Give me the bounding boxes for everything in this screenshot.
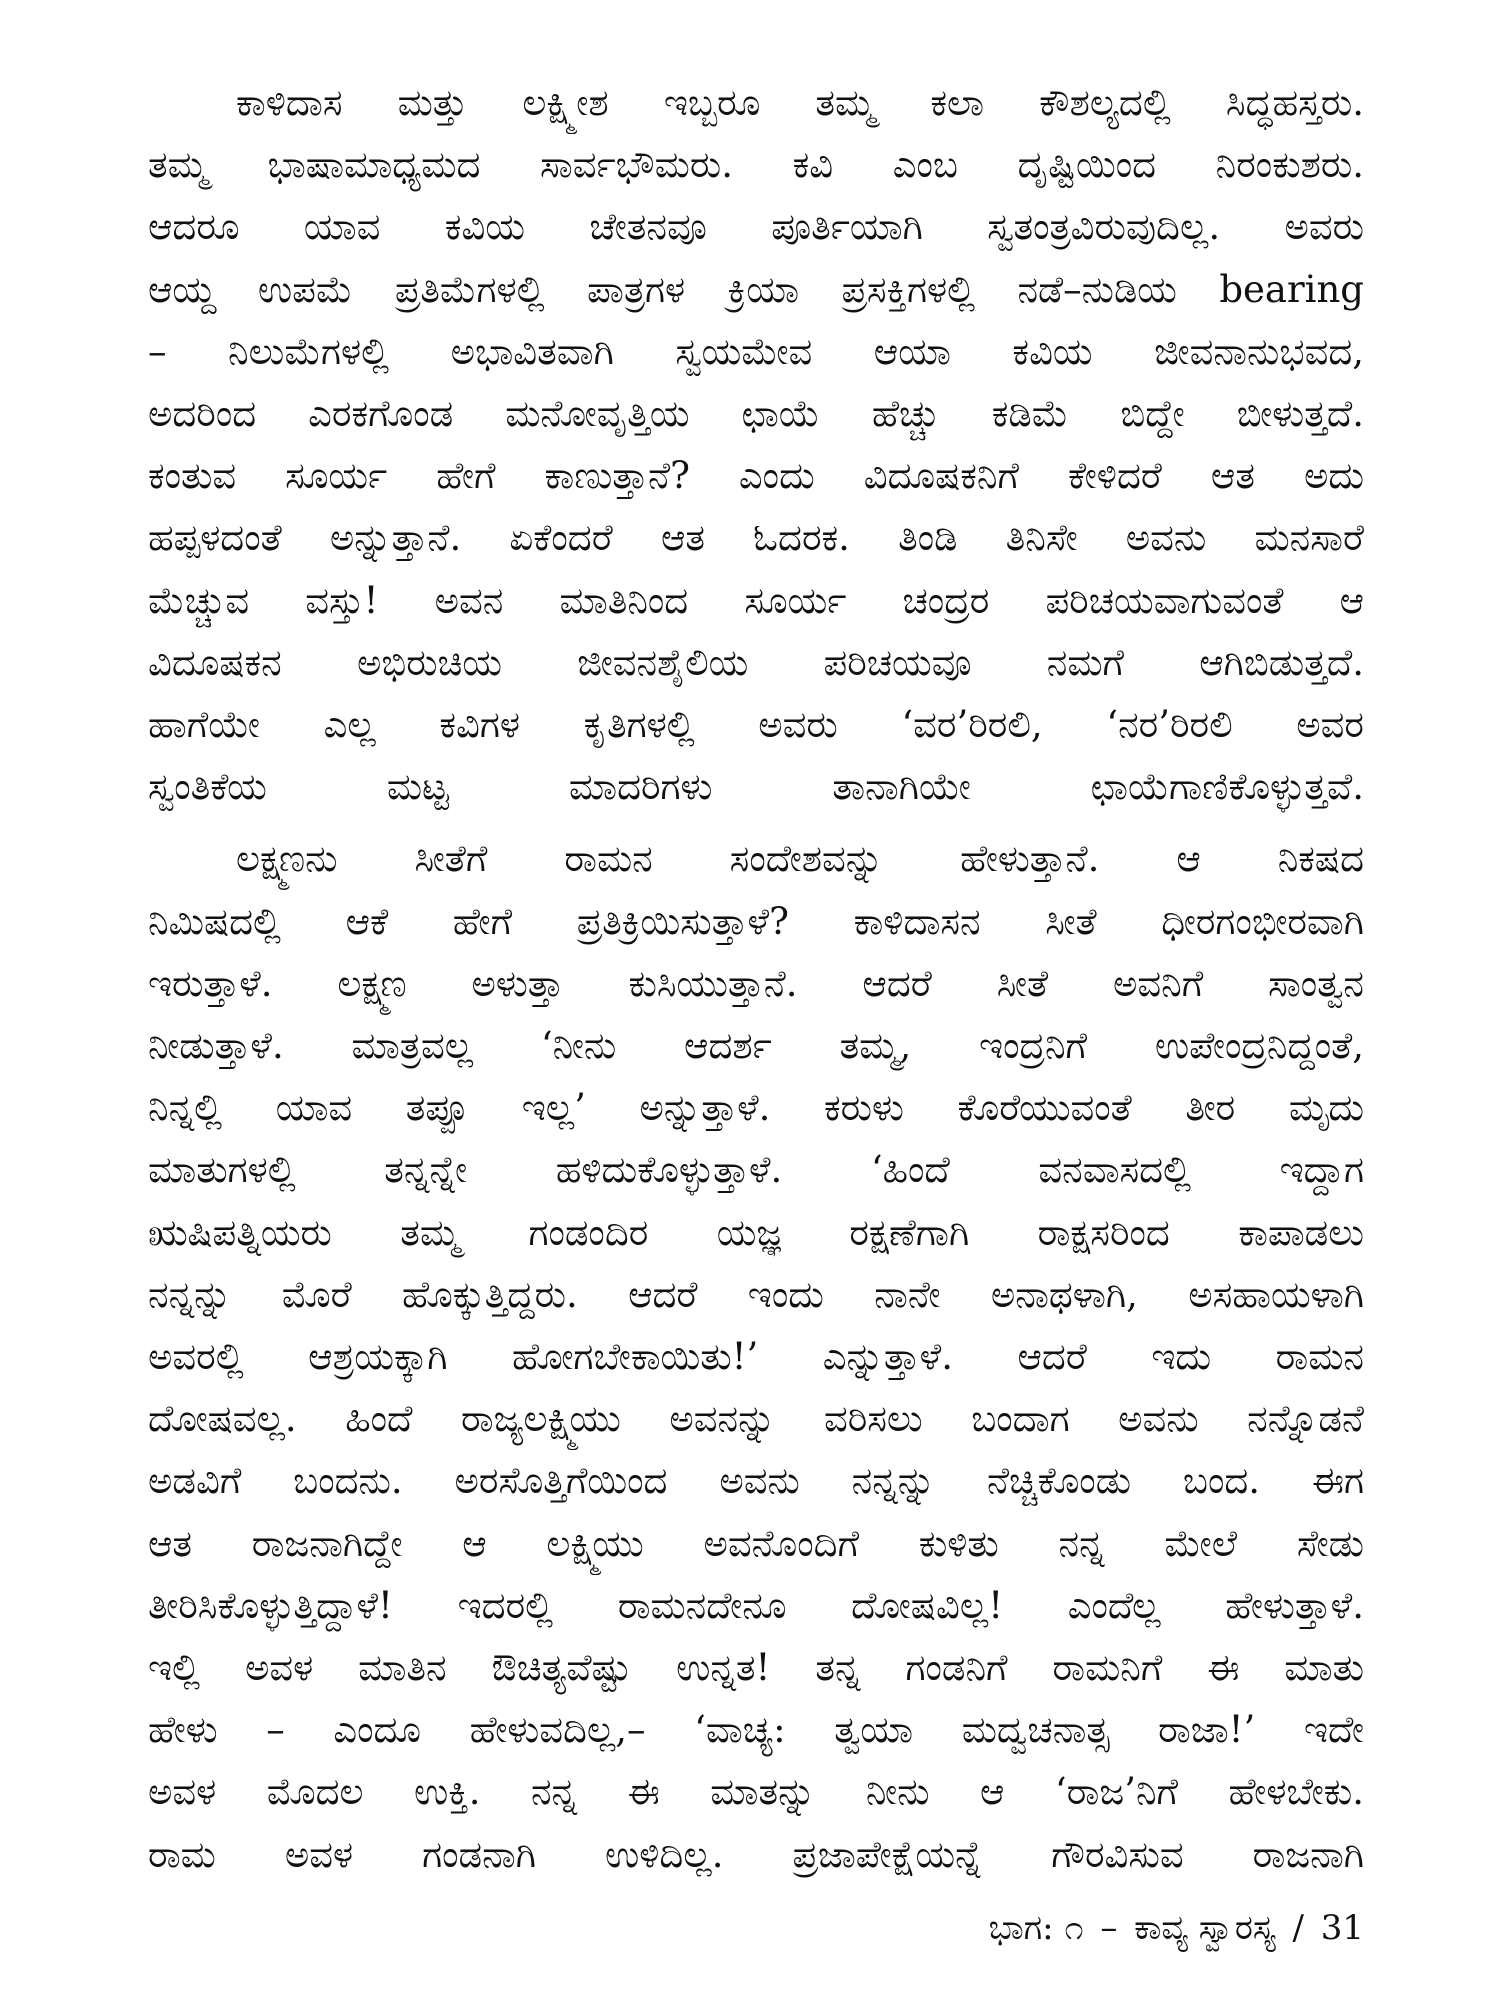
- text-line: ಲಕ್ಷ್ಮಣನು ಸೀತೆಗೆ ರಾಮನ ಸಂದೇಶವನ್ನು ಹೇಳುತ್ತಾನೆ. ಆ ನಿಕಷದ: [236, 837, 1364, 881]
- footer-part-number: ೧: [1064, 1908, 1084, 1948]
- text-line: ಅಡವಿಗೆ ಬಂದನು. ಅರಸೊತ್ತಿಗೆಯಿಂದ ಅವನು ನನ್ನನ್ನು ನೆಚ್ಚಿಕೊಂಡು ಬಂದ. ಈಗ: [148, 1459, 1364, 1503]
- text-line: ಋಷಿಪತ್ನಿಯರು ತಮ್ಮ ಗಂಡಂದಿರ ಯಜ್ಞ ರಕ್ಷಣೆಗಾಗಿ ರಾಕ್ಷಸರಿಂದ ಕಾಪಾಡಲು: [148, 1210, 1364, 1254]
- text-line: ನನ್ನನ್ನು ಮೊರೆ ಹೊಕ್ಕುತ್ತಿದ್ದರು. ಆದರೆ ಇಂದು ನಾನೇ ಅನಾಥಳಾಗಿ, ಅಸಹಾಯಳಾಗಿ: [148, 1272, 1364, 1316]
- paragraph: [148, 828, 1364, 1885]
- footer-section-title: ಕಾವ್ಯ ಸ್ವಾರಸ್ಯ: [1134, 1908, 1276, 1948]
- footer-page-number: 31: [1320, 1908, 1364, 1948]
- text-line: ಆಯ್ದ ಉಪಮೆ ಪ್ರತಿಮೆಗಳಲ್ಲಿ ಪಾತ್ರಗಳ ಕ್ರಿಯಾ ಪ್ರಸಕ್ತಿಗಳಲ್ಲಿ ನಡೆ–ನುಡಿಯ bearing: [148, 267, 1364, 311]
- footer-slash: /: [1292, 1908, 1304, 1948]
- text-line: ನೀಡುತ್ತಾಳೆ. ಮಾತ್ರವಲ್ಲ ‘ನೀನು ಆದರ್ಶ ತಮ್ಮ, ಇಂದ್ರನಿಗೆ ಉಪೇಂದ್ರನಿದ್ದಂತೆ,: [148, 1024, 1364, 1068]
- text-line: ತೀರಿಸಿಕೊಳ್ಳುತ್ತಿದ್ದಾಳೆ! ಇದರಲ್ಲಿ ರಾಮನದೇನೂ ದೋಷವಿಲ್ಲ! ಎಂದೆಲ್ಲ ಹೇಳುತ್ತಾಳೆ.: [148, 1583, 1364, 1627]
- paragraph: [148, 72, 1364, 818]
- document-page: [148, 72, 1364, 1886]
- page-footer: [989, 1906, 1364, 1950]
- text-line: ದೋಷವಲ್ಲ. ಹಿಂದೆ ರಾಜ್ಯಲಕ್ಷ್ಮಿಯು ಅವನನ್ನು ವರಿಸಲು ಬಂದಾಗ ಅವನು ನನ್ನೊಡನೆ: [148, 1397, 1364, 1441]
- footer-dash: –: [1100, 1908, 1118, 1948]
- text-line: ಮೆಚ್ಚುವ ವಸ್ತು! ಅವನ ಮಾತಿನಿಂದ ಸೂರ್ಯ ಚಂದ್ರರ ಪರಿಚಯವಾಗುವಂತೆ ಆ: [148, 578, 1364, 622]
- text-line: ರಾಮ ಅವಳ ಗಂಡನಾಗಿ ಉಳಿದಿಲ್ಲ. ಪ್ರಜಾಪೇಕ್ಷೆಯನ್ನೆ ಗೌರವಿಸುವ ರಾಜನಾಗಿ: [148, 1832, 1364, 1876]
- text-line: ಆತ ರಾಜನಾಗಿದ್ದೇ ಆ ಲಕ್ಷ್ಮಿಯು ಅವನೊಂದಿಗೆ ಕುಳಿತು ನನ್ನ ಮೇಲೆ ಸೇಡು: [148, 1521, 1364, 1565]
- text-line: ಸ್ವಂತಿಕೆಯ ಮಟ್ಟ ಮಾದರಿಗಳು ತಾನಾಗಿಯೇ ಛಾಯೆಗಾಣಿಕೊಳ್ಳುತ್ತವೆ.: [148, 765, 1364, 809]
- text-line: ನಿನ್ನಲ್ಲಿ ಯಾವ ತಪ್ಪೂ ಇಲ್ಲ’ ಅನ್ನುತ್ತಾಳೆ. ಕರುಳು ಕೊರೆಯುವಂತೆ ತೀರ ಮೃದು: [148, 1086, 1364, 1130]
- body-text: [148, 72, 1364, 1886]
- text-line: ಅವಳ ಮೊದಲ ಉಕ್ತಿ. ನನ್ನ ಈ ಮಾತನ್ನು ನೀನು ಆ ‘ರಾಜ’ನಿಗೆ ಹೇಳಬೇಕು.: [148, 1770, 1364, 1814]
- text-line: ನಿಮಿಷದಲ್ಲಿ ಆಕೆ ಹೇಗೆ ಪ್ರತಿಕ್ರಿಯಿಸುತ್ತಾಳೆ? ಕಾಳಿದಾಸನ ಸೀತೆ ಧೀರಗಂಭೀರವಾಗಿ: [148, 899, 1364, 943]
- text-line: ಹೇಳು – ಎಂದೂ ಹೇಳುವದಿಲ್ಲ,– ‘ವಾಚ್ಯ: ತ್ವಯಾ ಮದ್ವಚನಾತ್ಸ ರಾಜಾ!’ ಇದೇ: [148, 1708, 1364, 1752]
- text-line: ಅದರಿಂದ ಎರಕಗೊಂಡ ಮನೋವೃತ್ತಿಯ ಛಾಯೆ ಹೆಚ್ಚು ಕಡಿಮೆ ಬಿದ್ದೇ ಬೀಳುತ್ತದೆ.: [148, 392, 1364, 436]
- text-line: ವಿದೂಷಕನ ಅಭಿರುಚಿಯ ಜೀವನಶೈಲಿಯ ಪರಿಚಯವೂ ನಮಗೆ ಆಗಿಬಿಡುತ್ತದೆ.: [148, 640, 1364, 684]
- text-line: ಕಂತುವ ಸೂರ್ಯ ಹೇಗೆ ಕಾಣುತ್ತಾನೆ? ಎಂದು ವಿದೂಷಕನಿಗೆ ಕೇಳಿದರೆ ಆತ ಅದು: [148, 454, 1364, 498]
- footer-part-label: ಭಾಗ:: [988, 1908, 1054, 1948]
- text-line: ಆದರೂ ಯಾವ ಕವಿಯ ಚೇತನವೂ ಪೂರ್ತಿಯಾಗಿ ಸ್ವತಂತ್ರವಿರುವುದಿಲ್ಲ. ಅವರು: [148, 205, 1364, 249]
- text-line: ಮಾತುಗಳಲ್ಲಿ ತನ್ನನ್ನೇ ಹಳಿದುಕೊಳ್ಳುತ್ತಾಳೆ. ‘ಹಿಂದೆ ವನವಾಸದಲ್ಲಿ ಇದ್ದಾಗ: [148, 1148, 1364, 1192]
- text-line: ಇರುತ್ತಾಳೆ. ಲಕ್ಷ್ಮಣ ಅಳುತ್ತಾ ಕುಸಿಯುತ್ತಾನೆ. ಆದರೆ ಸೀತೆ ಅವನಿಗೆ ಸಾಂತ್ವನ: [148, 961, 1364, 1005]
- text-line: ಅವರಲ್ಲಿ ಆಶ್ರಯಕ್ಕಾಗಿ ಹೋಗಬೇಕಾಯಿತು!’ ಎನ್ನುತ್ತಾಳೆ. ಆದರೆ ಇದು ರಾಮನ: [148, 1335, 1364, 1379]
- text-line: ಹಪ್ಪಳದಂತೆ ಅನ್ನುತ್ತಾನೆ. ಏಕೆಂದರೆ ಆತ ಓದರಕ. ತಿಂಡಿ ತಿನಿಸೇ ಅವನು ಮನಸಾರೆ: [148, 516, 1364, 560]
- text-line: – ನಿಲುಮೆಗಳಲ್ಲಿ ಅಭಾವಿತವಾಗಿ ಸ್ವಯಮೇವ ಆಯಾ ಕವಿಯ ಜೀವನಾನುಭವದ,: [148, 329, 1364, 373]
- text-line: ಇಲ್ಲಿ ಅವಳ ಮಾತಿನ ಔಚಿತ್ಯವೆಷ್ಟು ಉನ್ನತ! ತನ್ನ ಗಂಡನಿಗೆ ರಾಮನಿಗೆ ಈ ಮಾತು: [148, 1646, 1364, 1690]
- text-line: ಕಾಳಿದಾಸ ಮತ್ತು ಲಕ್ಷ್ಮೀಶ ಇಬ್ಬರೂ ತಮ್ಮ ಕಲಾ ಕೌಶಲ್ಯದಲ್ಲಿ ಸಿದ್ಧಹಸ್ತರು.: [236, 81, 1364, 124]
- text-line: ಹಾಗೆಯೇ ಎಲ್ಲ ಕವಿಗಳ ಕೃತಿಗಳಲ್ಲಿ ಅವರು ‘ವರ’ರಿರಲಿ, ‘ನರ’ರಿರಲಿ ಅವರ: [148, 703, 1364, 747]
- text-line: ತಮ್ಮ ಭಾಷಾಮಾಧ್ಯಮದ ಸಾರ್ವಭೌಮರು. ಕವಿ ಎಂಬ ದೃಷ್ಟಿಯಿಂದ ನಿರಂಕುಶರು.: [148, 143, 1364, 187]
